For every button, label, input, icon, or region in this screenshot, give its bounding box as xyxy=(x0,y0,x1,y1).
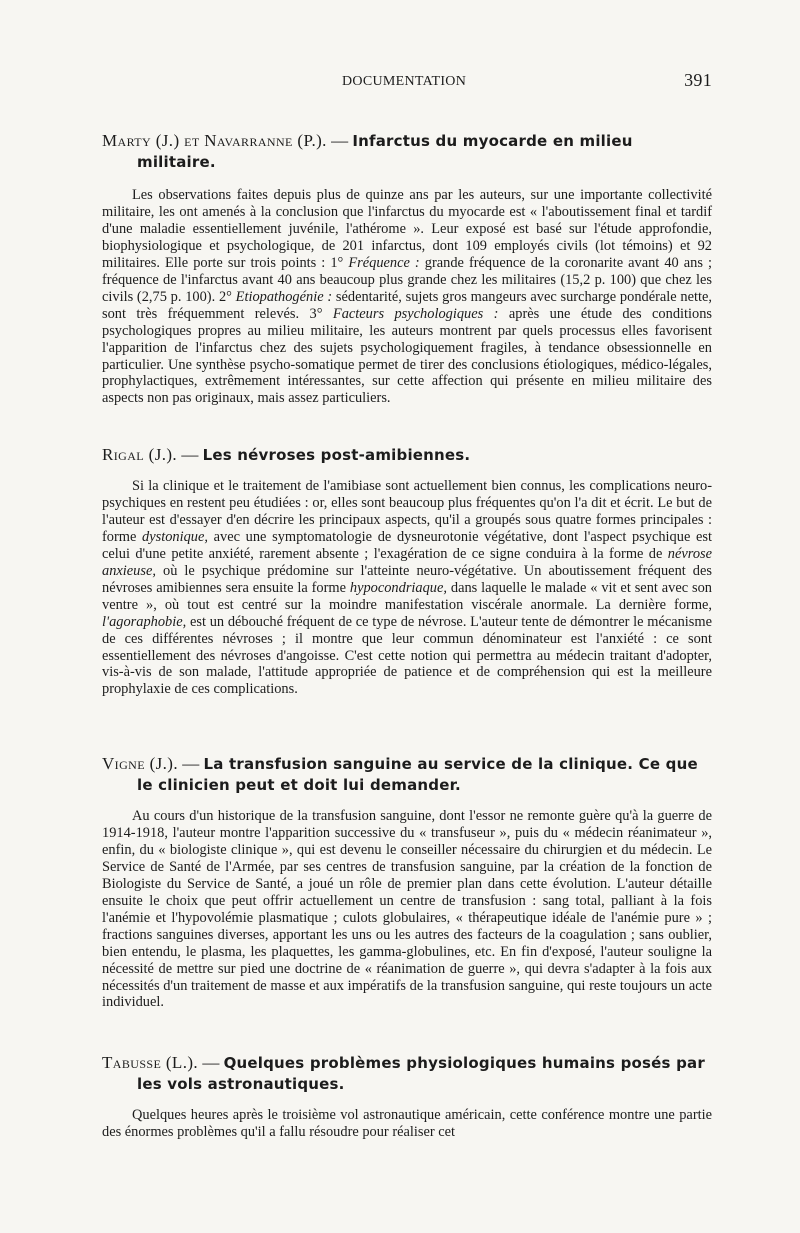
abstract-italic: Facteurs psychologiques : xyxy=(332,305,499,322)
entry-tabusse xyxy=(102,1052,712,1141)
abstract-text: Quelques heures après le troisième vol astronautique américain, cette conférence montre une partie des énormes problèmes qu'il a fallu résoudre pour réaliser cet xyxy=(102,1107,712,1140)
abstract-text: Au cours d'un historique de la transfusion sanguine, dont l'essor ne remonte guère qu'à la guerre de 1914-1918, l'auteur montre l'apparition successive du « transfuseur », puis du « médecin réanimateur », enfin, du « biologiste clinique », qui est devenu le conseiller nécessaire du chirurgien et du médecin. Le Service de Santé de l'Armée, par ses centres de transfusion sanguine, par la création de la fonction de Biologiste du Service de Santé, a joué un rôle de premier plan dans cette évolution. L'auteur détaille ensuite le choix que peut offrir actuellement un centre de transfusion : sang total, palliant à la fois l'anémie et l'hypovolémie plasmatique ; culots globulaires, « thérapeutique idéale de l'anémie pure » ; fractions sanguines diverses, apportant les uns ou les autres des facteurs de la coagulation ; sans oublier, bien entendu, le plasma, les plaquettes, les gamma-globulines, etc. En fin d'exposé, l'auteur souligne la nécessité de mettre sur pied une doctrine de « réanimation de guerre », qui devra s'adapter à la fois aux nécessités d'un traitement de masse et aux impératifs de la transfusion sanguine, qui reste toujours un acte individuel. xyxy=(102,808,712,1011)
entry-vigne xyxy=(102,753,712,1011)
entry-author: Tabusse (L.). xyxy=(102,1053,199,1072)
abstract-text: Les observations faites depuis plus de quinze ans par les auteurs, sur une importante collectivité militaire, les ont amenés à la conclusion que l'infarctus du myocarde est « l'aboutissement final et tardif d'une maladie essentiellement juvénile, l'athérome ». Leur exposé est basé sur l'étude approfondie, biophysiologique et psychologique, de 201 infarctus, dont 109 employés civils (lot témoins) et 92 militaires. Elle porte sur trois points : 1° xyxy=(102,187,712,271)
entry-title-continued: le clinicien peut et doit lui demander. xyxy=(137,776,461,794)
entry-abstract xyxy=(102,187,712,407)
entry-heading xyxy=(102,444,712,466)
abstract-italic: Etiopathogénie : xyxy=(235,288,333,305)
entry-dash: — xyxy=(331,131,349,150)
running-title: DOCUMENTATION xyxy=(342,74,467,89)
entry-author: Rigal (J.). xyxy=(102,445,178,464)
abstract-italic: névrose anxieuse, xyxy=(102,545,712,579)
entry-abstract xyxy=(102,1107,712,1141)
entry-author: Marty (J.) et Navarranne (P.). xyxy=(102,131,327,150)
abstract-italic: Fréquence : xyxy=(348,254,420,271)
entry-heading xyxy=(102,130,712,173)
entry-heading xyxy=(102,753,712,796)
page-number: 391 xyxy=(684,70,712,90)
entry-heading xyxy=(102,1052,712,1095)
abstract-italic: l'agoraphobie, xyxy=(102,613,187,630)
abstract-text: dans laquelle le malade « vit et sent avec son ventre », où tout est centré sur la moindre manifestation viscérale anormale. La dernière forme, xyxy=(102,579,712,613)
entry-title-continued: militaire. xyxy=(137,153,216,171)
entry-title: Les névroses post-amibiennes. xyxy=(202,446,471,464)
entry-author: Vigne (J.). xyxy=(102,754,179,773)
entry-title-continued: les vols astronautiques. xyxy=(137,1075,345,1093)
abstract-text: Si la clinique et le traitement de l'amibiase sont actuellement bien connus, les complications neuro-psychiques en restent peu étudiées : or, elles sont beaucoup plus fréquentes qu'on l'a dit et écrit. Le but de l'auteur est d'essayer d'en décrire les principaux aspects, qu'il a groupés sous quatre formes principales : forme xyxy=(102,478,712,545)
entry-abstract xyxy=(102,478,712,698)
entry-dash: — xyxy=(182,754,200,773)
abstract-italic: dystonique, xyxy=(142,528,208,545)
abstract-text: grande fréquence de la coronarite avant 40 ans ; fréquence de l'infarctus avant 40 ans beaucoup plus grande chez les militaires (15,2 p. 100) que chez les civils (2,75 p. 100). 2° xyxy=(102,254,713,305)
entry-marty xyxy=(102,130,712,407)
entry-title: Quelques problèmes physiologiques humains posés par xyxy=(223,1054,705,1072)
entry-dash: — xyxy=(202,1053,220,1072)
abstract-text: après une étude des conditions psychologiques propres au milieu militaire, les auteurs montrent par quels processus elles favorisent l'apparition de l'infarctus chez des sujets psychologiquement fragiles, à tendance obsessionnelle en particulier. Une synthèse psycho-somatique permet de tirer des conclusions étiologiques, médico-légales, prophylactiques, extrêmement intéressantes, sur cette affection qui présente en milieu militaire des aspects non pas originaux, mais assez particuliers. xyxy=(102,305,712,407)
abstract-text: est un débouché fréquent de ce type de névrose. L'auteur tente de démontrer le mécanisme de ces différentes névroses ; il montre que leur commun dénominateur est l'anxiété : ce sont essentiellement des névroses d'angoisse. C'est cette notion qui permettra au médecin traitant d'adopter, vis-à-vis de son malade, l'attitude appropriée de patience et de compréhension qui est la meilleure prophylaxie de ces complications. xyxy=(102,613,712,698)
abstract-text: sédentarité, sujets gros mangeurs avec surcharge pondérale nette, sont très fréquemment relevés. 3° xyxy=(102,288,712,322)
entry-title: La transfusion sanguine au service de la clinique. Ce que xyxy=(203,755,698,773)
abstract-text: où le psychique prédomine sur l'atteinte neuro-végétative. Un aboutissement fréquent des névroses amibiennes sera ensuite la forme xyxy=(102,562,712,596)
entry-dash: — xyxy=(181,445,199,464)
abstract-text: avec une symptomatologie de dysneurotonie végétative, dont l'aspect psychique est celui d'une petite anxiété, rarement absente ; l'exagération de ce signe conduira à la forme de xyxy=(102,528,712,562)
entry-rigal xyxy=(102,444,712,698)
entry-title: Infarctus du myocarde en milieu xyxy=(352,132,633,150)
entry-abstract xyxy=(102,808,712,1011)
abstract-italic: hypocondriaque, xyxy=(349,579,447,596)
